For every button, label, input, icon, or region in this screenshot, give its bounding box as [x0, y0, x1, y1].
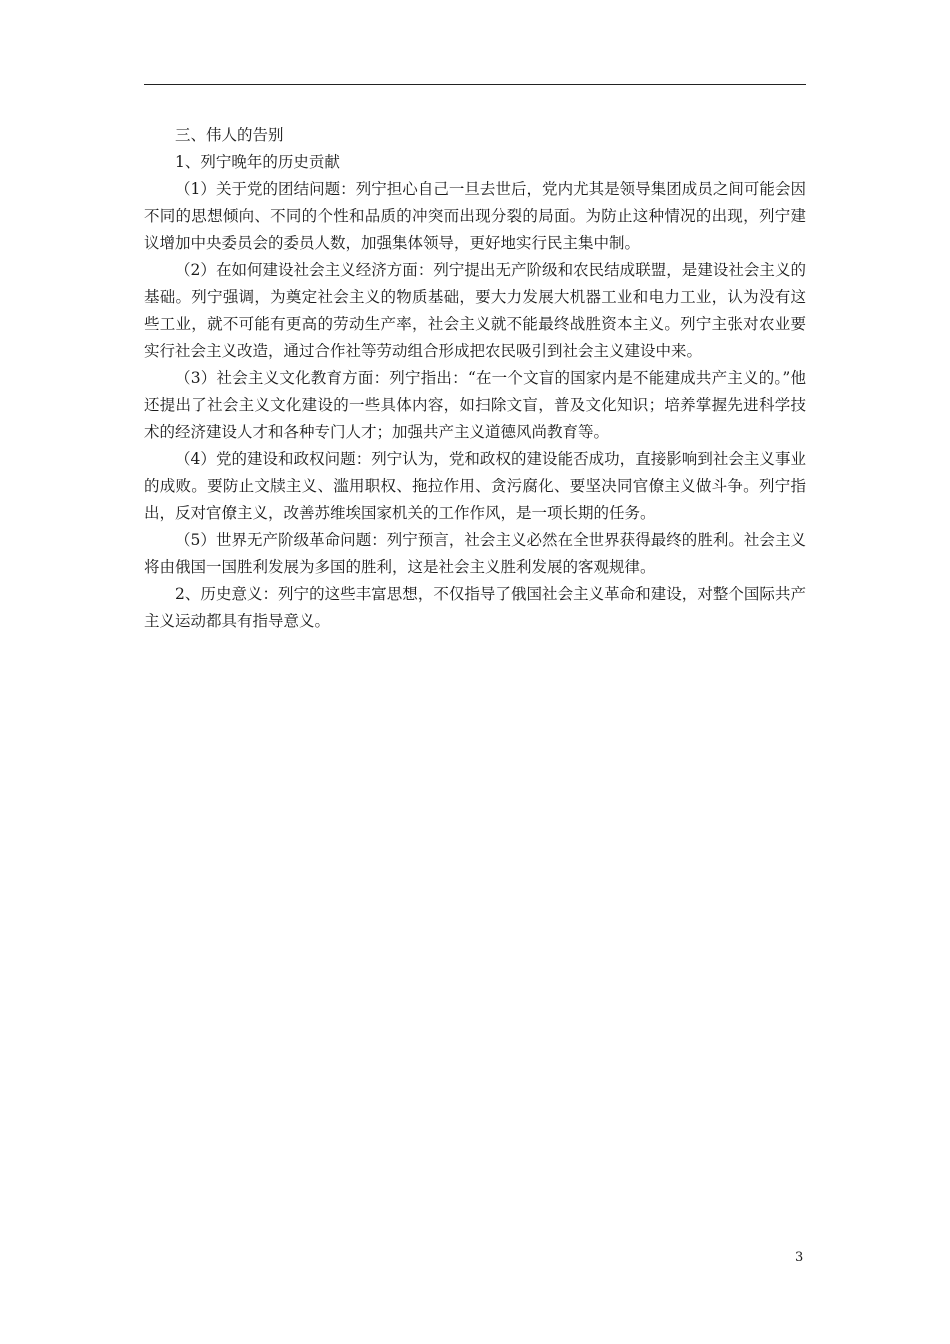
paragraph-culture-education: （3）社会主义文化教育方面：列宁指出：“在一个文盲的国家内是不能建成共产主义的。”他还提出了社会主义文化建设的一些具体内容，如扫除文盲，普及文化知识；培养掌握先进科学技术的经济建设人才和各种专门人才；加强共产主义道德风尚教育等。 [144, 369, 806, 441]
paragraph-economy: （2）在如何建设社会主义经济方面：列宁提出无产阶级和农民结成联盟，是建设社会主义的基础。列宁强调，为奠定社会主义的物质基础，要大力发展大机器工业和电力工业，认为没有这些工业，就不可能有更高的劳动生产率，社会主义就不能最终战胜资本主义。列宁主张对农业要实行社会主义改造，通过合作社等劳动组合形成把农民吸引到社会主义建设中来。 [144, 261, 806, 360]
header-rule [144, 84, 806, 85]
document-body [144, 122, 806, 635]
paragraph-party-building: （4）党的建设和政权问题：列宁认为，党和政权的建设能否成功，直接影响到社会主义事业的成败。要防止文牍主义、滥用职权、拖拉作用、贪污腐化、要坚决同官僚主义做斗争。列宁指出，反对官僚主义，改善苏维埃国家机关的工作作风，是一项长期的任务。 [144, 450, 806, 522]
subsection-title: 1、列宁晚年的历史贡献 [175, 153, 340, 171]
paragraph-world-revolution: （5）世界无产阶级革命问题：列宁预言，社会主义必然在全世界获得最终的胜利。社会主义将由俄国一国胜利发展为多国的胜利，这是社会主义胜利发展的客观规律。 [144, 531, 806, 576]
paragraph-historical-significance: 2、历史意义：列宁的这些丰富思想，不仅指导了俄国社会主义革命和建设，对整个国际共产主义运动都具有指导意义。 [144, 585, 806, 630]
section-title: 三、伟人的告别 [175, 126, 284, 144]
paragraph-unity: （1）关于党的团结问题：列宁担心自己一旦去世后，党内尤其是领导集团成员之间可能会因不同的思想倾向、不同的个性和品质的冲突而出现分裂的局面。为防止这种情况的出现，列宁建议增加中央委员会的委员人数，加强集体领导，更好地实行民主集中制。 [144, 180, 806, 252]
page-number: 3 [795, 1250, 804, 1265]
